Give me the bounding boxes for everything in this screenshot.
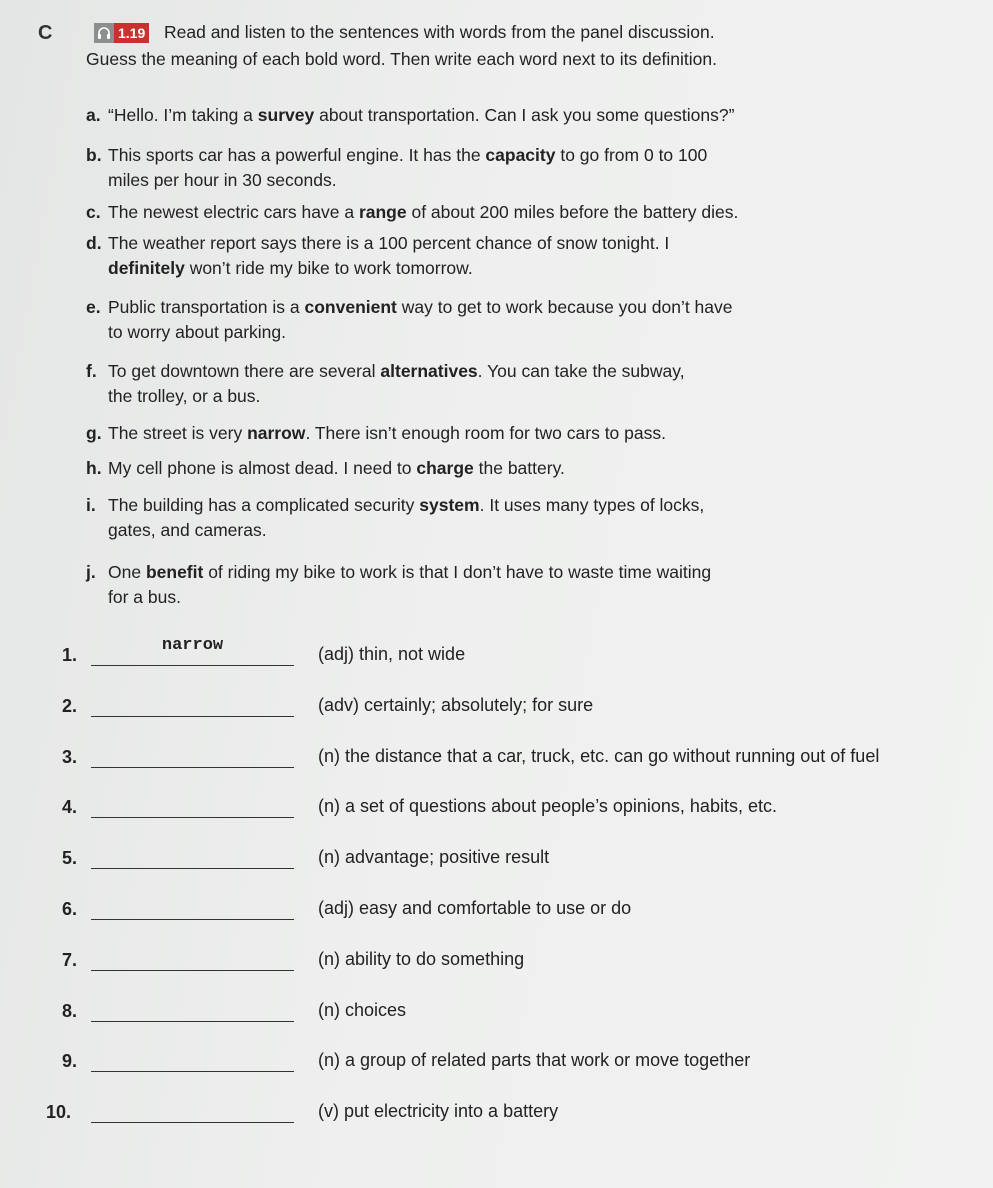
bold-vocab-word: benefit (145, 562, 204, 582)
bold-vocab-word: convenient (304, 297, 397, 317)
definition-text: (n) advantage; positive result (318, 847, 550, 868)
sentence-line (108, 456, 988, 481)
bold-vocab-word: range (358, 202, 407, 222)
sentence-g (86, 421, 988, 446)
sentence-label: h. (86, 458, 102, 478)
definition-row (38, 788, 978, 839)
sentence-i (86, 493, 988, 542)
definition-row (38, 941, 978, 992)
sentence-text: way to get to work because you don’t have (396, 297, 733, 317)
sentence-label: i. (86, 495, 96, 515)
sentence-text: The street is very (108, 423, 248, 443)
definition-text: (adv) certainly; absolutely; for sure (318, 694, 594, 715)
bold-vocab-word: alternatives (380, 361, 478, 381)
sentence-b (86, 143, 988, 192)
sentence-text: . You can take the subway, (477, 361, 685, 381)
sentence-line (108, 200, 988, 225)
sentence-line (108, 168, 988, 193)
answer-blank[interactable] (91, 767, 294, 768)
bold-vocab-word: charge (416, 458, 474, 478)
sentence-label: g. (86, 423, 102, 443)
sentence-text: the trolley, or a bus. (108, 385, 261, 406)
sentence-line (108, 421, 988, 446)
instruction-line-1: Read and listen to the sentences with words from the panel discussion. (164, 22, 715, 42)
sentence-label: a. (86, 105, 101, 125)
track-number: 1.19 (114, 23, 149, 43)
definition-number: 2. (62, 695, 78, 716)
sentence-line (108, 256, 988, 281)
sentence-text: “Hello. I’m taking a (108, 105, 258, 125)
definition-text: (n) choices (318, 999, 407, 1020)
answer-blank[interactable] (91, 817, 294, 818)
exercise-letter: C (38, 22, 53, 44)
sentence-text: This sports car has a powerful engine. It has the (108, 145, 486, 165)
sentence-text: for a bus. (108, 586, 181, 607)
sentence-label: f. (86, 361, 97, 381)
answer-blank[interactable] (91, 919, 294, 920)
sentence-line (108, 320, 988, 345)
sentence-text: The weather report says there is a 100 percent chance of snow tonight. I (108, 233, 670, 253)
sentence-line (108, 560, 988, 585)
definition-row (38, 1042, 978, 1093)
sentence-label: j. (86, 562, 96, 582)
sentence-line (108, 103, 988, 128)
definition-text: (adj) thin, not wide (318, 644, 466, 664)
sentence-line (108, 384, 988, 409)
definition-list (38, 636, 978, 1144)
sentence-line (108, 585, 988, 610)
sentence-text: of about 200 miles before the battery dies. (406, 202, 739, 222)
sentence-j (86, 560, 988, 609)
sentence-text: gates, and cameras. (108, 519, 267, 540)
sentence-f (86, 359, 988, 408)
definition-text: (v) put electricity into a battery (318, 1101, 559, 1122)
answer-blank[interactable] (91, 970, 294, 971)
sentence-c (86, 200, 988, 225)
sentence-text: One (108, 562, 146, 582)
sentence-label: e. (86, 297, 101, 317)
definition-text: (n) ability to do something (318, 948, 525, 969)
definition-row (38, 890, 978, 941)
sentence-text: miles per hour in 30 seconds. (108, 169, 337, 190)
sentence-text: To get downtown there are several (108, 361, 381, 381)
definition-number: 1. (62, 645, 78, 665)
sentence-line (108, 493, 988, 518)
sentence-text: to worry about parking. (108, 321, 287, 342)
definition-row (38, 839, 978, 890)
bold-vocab-word: capacity (485, 145, 556, 165)
definition-text: (adj) easy and comfortable to use or do (318, 897, 632, 918)
definition-number: 9. (62, 1051, 78, 1072)
definition-number: 7. (62, 949, 78, 970)
sentence-line (108, 143, 988, 168)
answer-blank[interactable] (91, 665, 294, 666)
sentence-text: The newest electric cars have a (108, 202, 359, 222)
definition-row (38, 992, 978, 1043)
sentence-h (86, 456, 988, 481)
definition-number: 3. (62, 746, 78, 767)
sentence-text: to go from 0 to 100 (555, 145, 708, 165)
sentence-text: won’t ride my bike to work tomorrow. (184, 257, 473, 278)
sentence-label: c. (86, 202, 101, 222)
definition-number: 4. (62, 797, 78, 818)
definition-text: (n) a set of questions about people’s opinions, habits, etc. (318, 796, 777, 817)
answer-text: narrow (161, 636, 224, 655)
instruction-line-2: Guess the meaning of each bold word. Then write each word next to its definition. (86, 49, 718, 69)
sentence-d (86, 231, 988, 280)
sentence-label: d. (86, 233, 102, 253)
definition-text: (n) a group of related parts that work or move together (318, 1050, 751, 1071)
bold-vocab-word: system (419, 495, 480, 515)
answer-blank[interactable] (91, 1021, 294, 1022)
sentence-text: The building has a complicated security (108, 495, 420, 515)
sentence-text: about transportation. Can I ask you some questions?” (314, 105, 735, 125)
sentence-text: My cell phone is almost dead. I need to (108, 458, 417, 478)
sentence-line (108, 518, 988, 543)
answer-blank[interactable] (91, 1071, 294, 1072)
sentence-text: . It uses many types of locks, (479, 495, 705, 515)
sentence-text: Public transportation is a (108, 297, 305, 317)
definition-row (38, 687, 978, 738)
definition-number: 6. (62, 898, 78, 919)
answer-blank[interactable] (91, 1122, 294, 1123)
sentence-text: of riding my bike to work is that I don’t have to waste time waiting (203, 562, 712, 582)
definition-row (38, 1093, 978, 1144)
bold-vocab-word: definitely (108, 257, 185, 278)
audio-track-badge[interactable] (94, 23, 149, 43)
definition-number: 5. (62, 848, 78, 869)
sentence-text: the battery. (473, 458, 565, 478)
sentence-line (108, 295, 988, 320)
bold-vocab-word: survey (257, 105, 315, 125)
sentence-label: b. (86, 145, 102, 165)
headphones-icon (94, 23, 114, 43)
sentence-e (86, 295, 988, 344)
sentence-line (108, 359, 988, 384)
definition-row (38, 636, 978, 687)
answer-blank[interactable] (91, 868, 294, 869)
sentence-text: . There isn’t enough room for two cars to pass. (305, 423, 666, 443)
answer-blank[interactable] (91, 716, 294, 717)
definition-row (38, 738, 978, 789)
definition-number: 8. (62, 1000, 78, 1021)
definition-number: 10. (46, 1102, 72, 1123)
bold-vocab-word: narrow (247, 423, 306, 443)
definition-text: (n) the distance that a car, truck, etc. can go without running out of fuel (318, 745, 880, 766)
sentence-a (86, 103, 988, 128)
sentence-line (108, 231, 988, 256)
